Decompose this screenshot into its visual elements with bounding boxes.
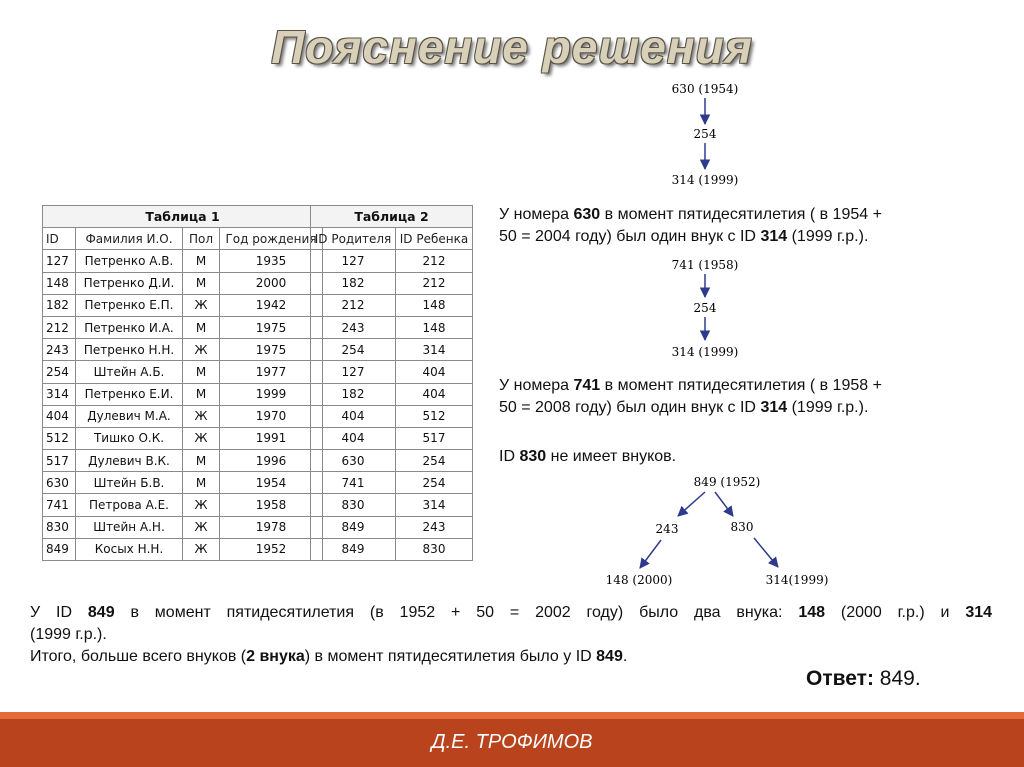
table-cell: 243	[43, 339, 76, 361]
footer-author: Д.Е. ТРОФИМОВ	[431, 731, 593, 753]
table-cell: Ж	[183, 405, 220, 427]
table-cell: 404	[43, 405, 76, 427]
table-cell: М	[183, 472, 220, 494]
table-cell: Ж	[183, 339, 220, 361]
chain1-top-year: 1954	[703, 82, 734, 96]
table-cell: 1975	[220, 316, 323, 338]
tree-right-leaf-id: 314	[765, 573, 789, 587]
table-cell: 1942	[220, 294, 323, 316]
tree-right-leaf-year: 1999	[793, 573, 824, 587]
t1-header-cell: ID	[43, 228, 76, 250]
table-cell: 148	[396, 316, 473, 338]
table-cell: М	[183, 361, 220, 383]
chain2-bottom-id: 314	[671, 345, 695, 359]
table-cell: 127	[43, 250, 76, 272]
table-cell: 182	[311, 383, 396, 405]
table-cell: 1991	[220, 427, 323, 449]
chain-741	[672, 258, 739, 359]
chain-630	[672, 82, 739, 187]
table-cell: Дулевич В.К.	[76, 450, 183, 472]
table-cell: 2000	[220, 272, 323, 294]
svg-text:741 (1958): 741 (1958)	[671, 258, 739, 272]
chain1-bottom-id: 314	[671, 173, 695, 187]
page-title: Пояснение решения	[271, 21, 753, 73]
table-cell: 517	[396, 427, 473, 449]
table-cell: 404	[311, 405, 396, 427]
table-cell: Ж	[183, 427, 220, 449]
svg-text:314 (1999): 314 (1999)	[671, 345, 739, 359]
table-cell: 1952	[220, 538, 323, 560]
explanation-630: У номера 630 в момент пятидесятилетия ( в 1954 + 50 = 2004 году) был один внук с ID 314 (1999 г.р.).	[499, 206, 882, 245]
table-cell: Петренко И.А.	[76, 316, 183, 338]
table-cell: 243	[396, 516, 473, 538]
table-cell: 849	[43, 538, 76, 560]
tree-arrow-root-left	[678, 492, 705, 516]
table-cell: 1958	[220, 494, 323, 516]
answer-value: 849.	[879, 667, 921, 690]
table-cell: Петренко Е.П.	[76, 294, 183, 316]
table-cell: 254	[311, 339, 396, 361]
table-cell: 212	[43, 316, 76, 338]
table-cell: 1954	[220, 472, 323, 494]
table-cell: 212	[396, 272, 473, 294]
table-cell: 404	[311, 427, 396, 449]
table-cell: Петрова А.Е.	[76, 494, 183, 516]
tree-right-mid: 830	[730, 520, 754, 534]
table-cell: 1970	[220, 405, 323, 427]
table-cell: Ж	[183, 294, 220, 316]
table-cell: 1999	[220, 383, 323, 405]
tree-left-mid: 243	[655, 522, 679, 536]
tree-root-id: 849	[693, 475, 717, 489]
t1-header-cell: Пол	[183, 228, 220, 250]
tree-arrow-left	[640, 540, 661, 568]
table-cell: М	[183, 316, 220, 338]
table-cell: 314	[396, 494, 473, 516]
table-cell: 127	[311, 250, 396, 272]
table-cell: Штейн А.Б.	[76, 361, 183, 383]
table-cell: 127	[311, 361, 396, 383]
table-cell: 741	[43, 494, 76, 516]
table-cell: Ж	[183, 538, 220, 560]
t2-header-cell: ID Родителя	[311, 228, 396, 250]
table-1-caption: Таблица 1	[43, 206, 323, 228]
table-cell: 254	[43, 361, 76, 383]
table-cell: 314	[43, 383, 76, 405]
table-cell: 148	[43, 272, 76, 294]
table-cell: М	[183, 383, 220, 405]
table-cell: Тишко О.К.	[76, 427, 183, 449]
tree-849	[606, 475, 829, 587]
table-cell: 254	[396, 450, 473, 472]
table-cell: Штейн А.Н.	[76, 516, 183, 538]
t2-header-cell: ID Ребенка	[396, 228, 473, 250]
chain1-bottom-year: 1999	[703, 173, 734, 187]
table-cell: 830	[311, 494, 396, 516]
tree-left-leaf-year: 2000	[637, 573, 668, 587]
explanation-741: У номера 741 в момент пятидесятилетия ( в 1958 + 50 = 2008 году) был один внук с ID 314 (1999 г.р.).	[499, 377, 882, 416]
svg-text:314 (1999): 314 (1999)	[671, 173, 739, 187]
footer-accent-bar	[0, 712, 1024, 719]
table-cell: Петренко Н.Н.	[76, 339, 183, 361]
chain2-mid: 254	[693, 301, 717, 315]
table-cell: Косых Н.Н.	[76, 538, 183, 560]
svg-text:849 (1952): 849 (1952)	[693, 475, 761, 489]
table-cell: 1935	[220, 250, 323, 272]
table-cell: М	[183, 250, 220, 272]
chain2-bottom-year: 1999	[703, 345, 734, 359]
table-cell: Ж	[183, 516, 220, 538]
table-cell: 182	[43, 294, 76, 316]
table-cell: 849	[311, 538, 396, 560]
answer	[806, 667, 921, 691]
chain2-top-year: 1958	[703, 258, 734, 272]
tree-root-year: 1952	[725, 475, 756, 489]
explanation-849: У ID 849 в момент пятидесятилетия (в 1952 + 50 = 2002 году) было два внука: 148 (2000 г.р.) и 314 (1999 г.р.). Итого, больше всего внуков (2 внука) в момент пятидесятилетия было у ID 849.	[30, 604, 993, 665]
chain1-top-id: 630	[671, 82, 695, 96]
table-cell: 830	[396, 538, 473, 560]
table-cell: 148	[396, 294, 473, 316]
table-cell: Дулевич М.А.	[76, 405, 183, 427]
svg-text:630 (1954): 630 (1954)	[671, 82, 739, 96]
table-cell: 517	[43, 450, 76, 472]
chain1-mid: 254	[693, 127, 717, 141]
table-cell: М	[183, 272, 220, 294]
table-cell: 1977	[220, 361, 323, 383]
table-cell: Штейн Б.В.	[76, 472, 183, 494]
table-cell: М	[183, 450, 220, 472]
table-cell: 243	[311, 316, 396, 338]
t1-header-cell: Год рождения	[220, 228, 323, 250]
table-cell: 212	[311, 294, 396, 316]
t1-header-cell: Фамилия И.О.	[76, 228, 183, 250]
table-cell: 741	[311, 472, 396, 494]
table-cell: 630	[311, 450, 396, 472]
tree-arrow-right	[754, 538, 778, 567]
table-cell: 1996	[220, 450, 323, 472]
chain2-top-id: 741	[671, 258, 695, 272]
table-cell: Петренко Д.И.	[76, 272, 183, 294]
table-cell: 512	[396, 405, 473, 427]
table-cell: 1978	[220, 516, 323, 538]
table-cell: Петренко А.В.	[76, 250, 183, 272]
table-cell: 630	[43, 472, 76, 494]
table-cell: 1975	[220, 339, 323, 361]
tree-arrow-root-right	[715, 492, 733, 516]
table-cell: 182	[311, 272, 396, 294]
tree-left-leaf-id: 148	[605, 573, 629, 587]
table-2-caption: Таблица 2	[311, 206, 473, 228]
table-cell: Ж	[183, 494, 220, 516]
table-cell: 849	[311, 516, 396, 538]
table-cell: 830	[43, 516, 76, 538]
explanation-830: ID 830 не имеет внуков.	[499, 448, 677, 465]
svg-text:314(1999): 314(1999)	[765, 573, 829, 587]
table-cell: Петренко Е.И.	[76, 383, 183, 405]
svg-text:148 (2000): 148 (2000)	[605, 573, 673, 587]
table-cell: 212	[396, 250, 473, 272]
answer-label: Ответ:	[806, 667, 874, 690]
table-cell: 404	[396, 361, 473, 383]
table-cell: 404	[396, 383, 473, 405]
table-cell: 254	[396, 472, 473, 494]
table-cell: 512	[43, 427, 76, 449]
table-cell: 314	[396, 339, 473, 361]
